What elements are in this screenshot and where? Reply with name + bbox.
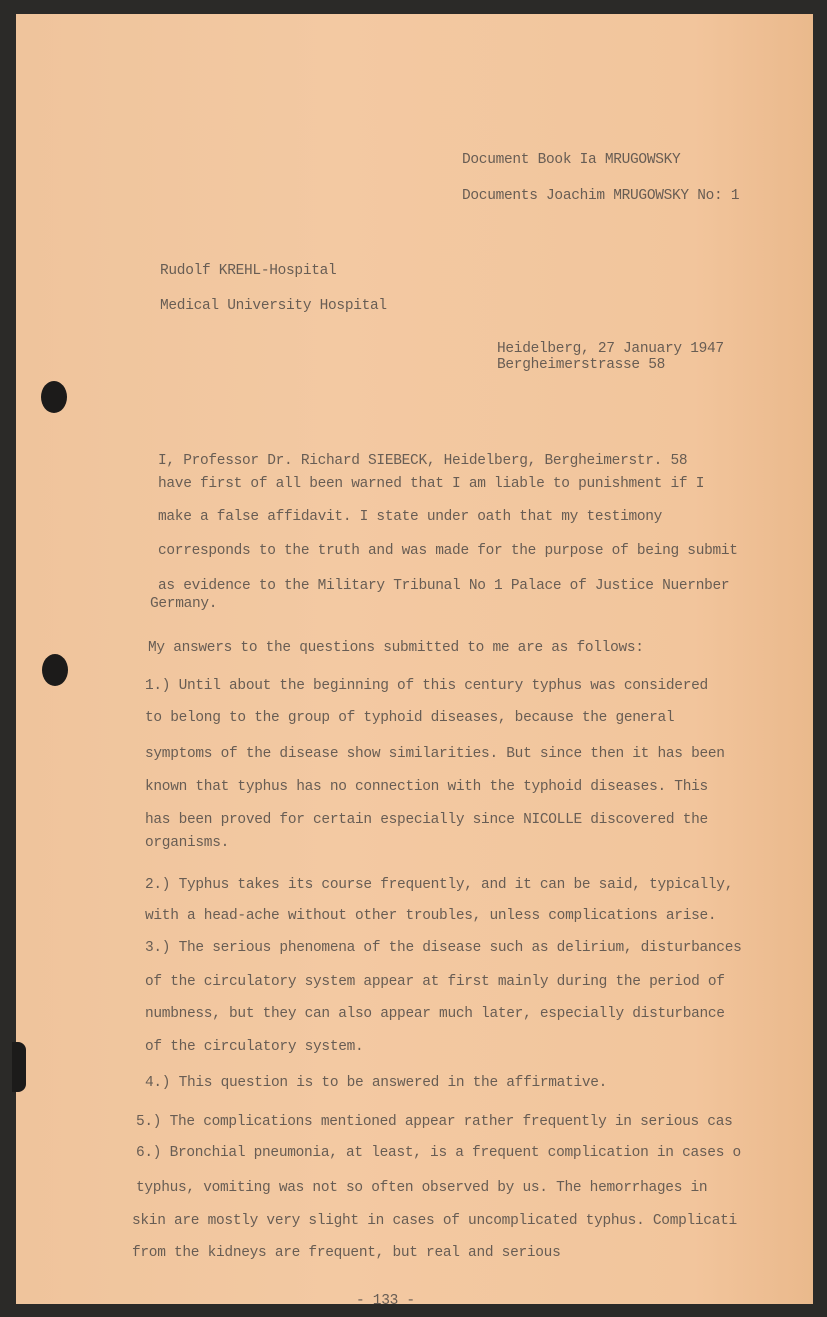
body-line: make a false affidavit. I state under oath that my testimony	[158, 509, 663, 525]
body-line: 1.) Until about the beginning of this century typhus was considered	[145, 678, 708, 694]
body-line: skin are mostly very slight in cases of uncomplicated typhus. Complicati	[132, 1213, 737, 1229]
document-page	[16, 14, 813, 1304]
body-line: has been proved for certain especially since NICOLLE discovered the	[145, 812, 708, 828]
body-line: 5.) The complications mentioned appear rather frequently in serious cas	[136, 1114, 733, 1130]
body-line: from the kidneys are frequent, but real and serious	[132, 1245, 561, 1261]
sender-hospital: Rudolf KREHL-Hospital	[160, 263, 337, 279]
body-line: organisms.	[145, 835, 230, 851]
body-line: I, Professor Dr. Richard SIEBECK, Heidelberg, Bergheimerstr. 58	[158, 453, 688, 469]
punch-hole	[41, 381, 67, 413]
place-date: Heidelberg, 27 January 1947	[497, 341, 724, 357]
body-line: numbness, but they can also appear much later, especially disturbance	[145, 1006, 725, 1022]
body-line: of the circulatory system.	[145, 1039, 364, 1055]
body-line: of the circulatory system appear at first mainly during the period of	[145, 974, 725, 990]
body-line: 2.) Typhus takes its course frequently, and it can be said, typically,	[145, 877, 734, 893]
punch-hole	[42, 654, 68, 686]
page-number: - 133 -	[356, 1293, 415, 1309]
body-line: as evidence to the Military Tribunal No 1 Palace of Justice Nuernber	[158, 578, 730, 594]
sender-university: Medical University Hospital	[160, 298, 387, 314]
body-line: Germany.	[150, 596, 218, 612]
body-line: My answers to the questions submitted to me are as follows:	[148, 640, 644, 656]
document-book-label: Document Book Ia MRUGOWSKY	[462, 152, 681, 168]
documents-number-label: Documents Joachim MRUGOWSKY No: 1	[462, 188, 740, 204]
body-line: known that typhus has no connection with the typhoid diseases. This	[145, 779, 708, 795]
punch-hole	[12, 1042, 26, 1092]
body-line: to belong to the group of typhoid diseases, because the general	[145, 710, 675, 726]
body-line: corresponds to the truth and was made for the purpose of being submit	[158, 543, 738, 559]
body-line: have first of all been warned that I am liable to punishment if I	[158, 476, 705, 492]
body-line: symptoms of the disease show similarities. But since then it has been	[145, 746, 725, 762]
body-line: with a head-ache without other troubles, unless complications arise.	[145, 908, 717, 924]
body-line: 3.) The serious phenomena of the disease such as delirium, disturbances	[145, 940, 742, 956]
street-address: Bergheimerstrasse 58	[497, 357, 666, 373]
body-line: 4.) This question is to be answered in the affirmative.	[145, 1075, 608, 1091]
body-line: 6.) Bronchial pneumonia, at least, is a frequent complication in cases o	[136, 1145, 741, 1161]
body-line: typhus, vomiting was not so often observed by us. The hemorrhages in	[136, 1180, 708, 1196]
